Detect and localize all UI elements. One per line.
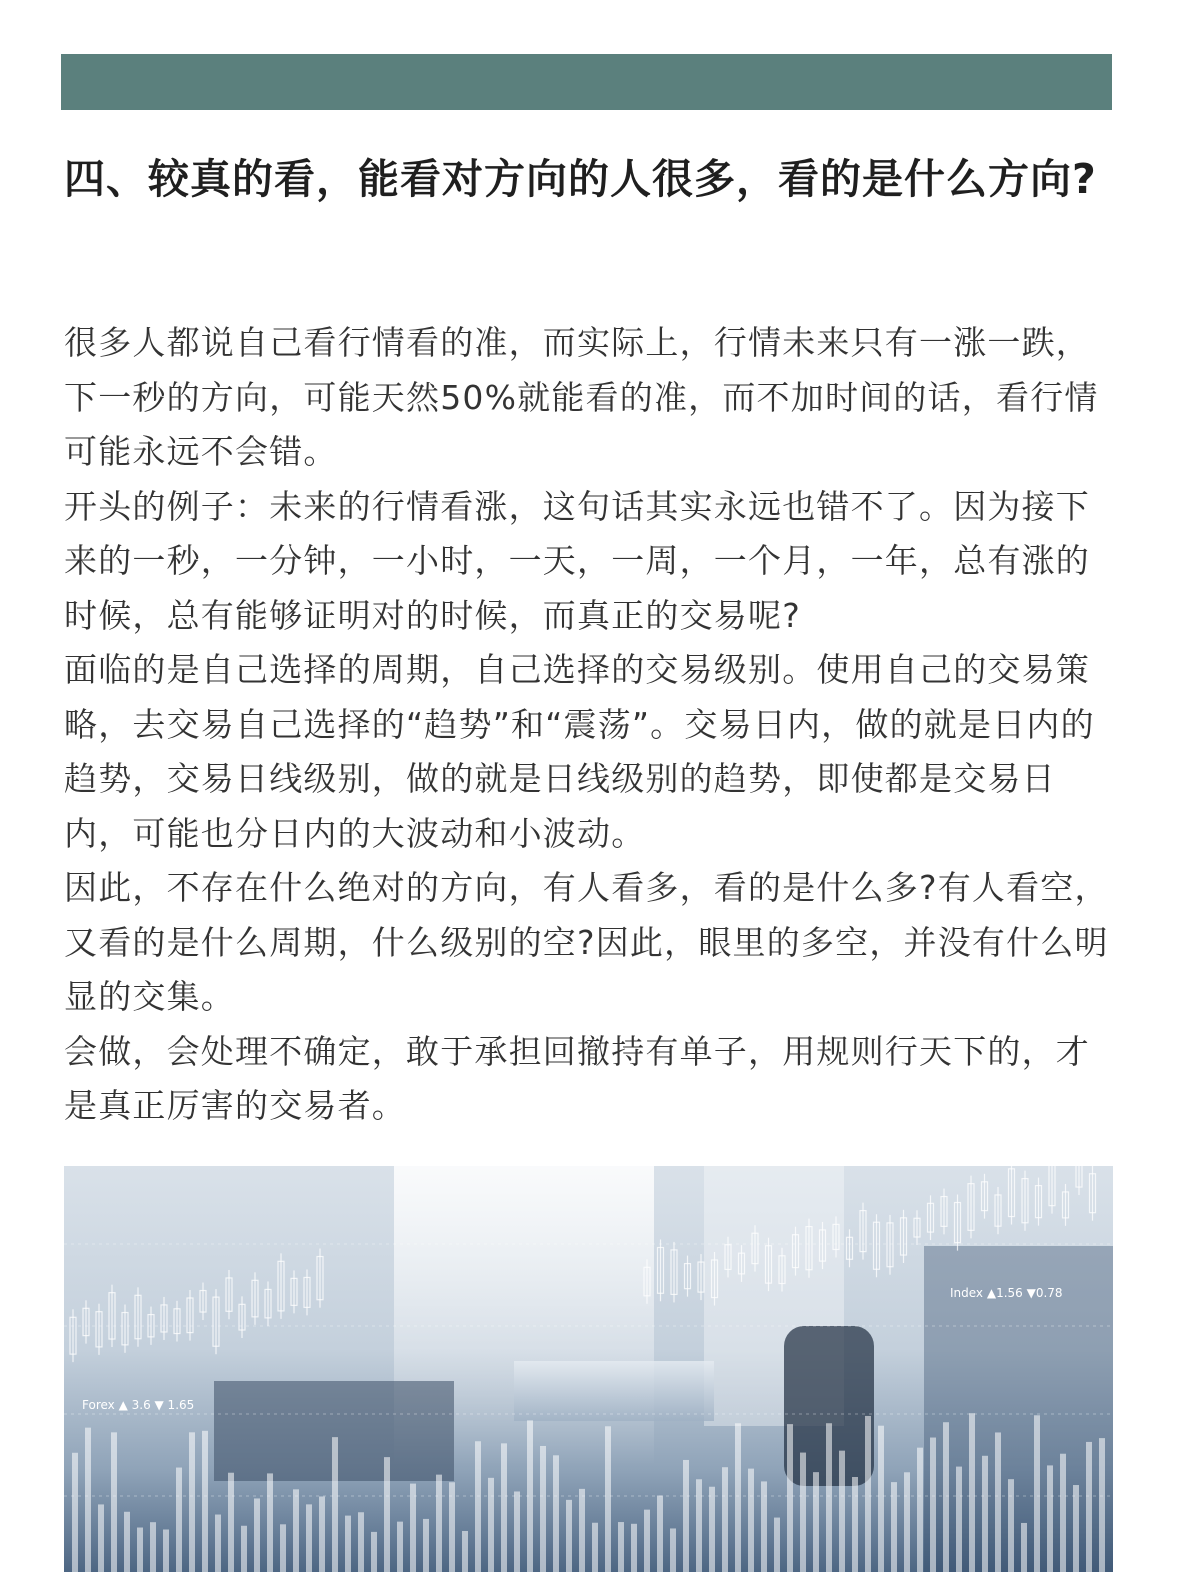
volume-bar [969, 1413, 975, 1572]
volume-bar [982, 1456, 988, 1572]
volume-bar [644, 1510, 650, 1572]
volume-bar [735, 1423, 741, 1572]
volume-bar [371, 1532, 377, 1572]
paragraph-3: 面临的是自己选择的周期，自己选择的交易级别。使用自己的交易策略，去交易自己选择的“趋势”和“震荡”。交易日内，做的就是日内的趋势，交易日线级别，做的就是日线级别的趋势，即使都是交易日内，可能也分日内的大波动和小波动。 [64, 650, 1095, 853]
volume-bar [397, 1522, 403, 1572]
paragraph-1: 很多人都说自己看行情看的准，而实际上，行情未来只有一涨一跌，下一秒的方向，可能天然50%就能看的准，而不加时间的话，看行情可能永远不会错。 [64, 323, 1099, 471]
volume-bar [657, 1496, 663, 1572]
volume-bar [826, 1423, 832, 1572]
volume-bar [215, 1515, 221, 1572]
volume-bar [631, 1524, 637, 1572]
paragraph-4: 因此，不存在什么绝对的方向，有人看多，看的是什么多?有人看空，又看的是什么周期，什么级别的空?因此，眼里的多空，并没有什么明显的交集。 [64, 868, 1109, 1016]
volume-bar [956, 1467, 962, 1572]
volume-bar [670, 1528, 676, 1572]
volume-bar [202, 1431, 208, 1572]
volume-bar [462, 1531, 468, 1572]
index-ticker: Index ▲1.56 ▼0.78 [950, 1286, 1063, 1300]
desk-shape [514, 1361, 714, 1421]
volume-bar [1099, 1438, 1105, 1572]
volume-bar [98, 1504, 104, 1572]
volume-bar [1047, 1465, 1053, 1572]
volume-bar [904, 1472, 910, 1572]
volume-bar [553, 1455, 559, 1572]
section-heading: 四、较真的看，能看对方向的人很多，看的是什么方向? [64, 155, 1097, 203]
volume-bar [501, 1443, 507, 1572]
volume-bar [228, 1473, 234, 1572]
volume-bar [813, 1472, 819, 1572]
volume-bar [254, 1498, 260, 1572]
volume-bar [124, 1512, 130, 1572]
volume-bar [1021, 1523, 1027, 1572]
volume-bar [267, 1473, 273, 1572]
volume-bar [410, 1484, 416, 1572]
volume-bar [1060, 1454, 1066, 1572]
volume-bar [436, 1475, 442, 1572]
volume-bar [592, 1523, 598, 1572]
volume-bar [293, 1489, 299, 1572]
volume-bar [345, 1516, 351, 1572]
volume-bar [917, 1448, 923, 1572]
volume-bar [111, 1432, 117, 1572]
volume-bar [358, 1512, 364, 1572]
volume-bar [748, 1469, 754, 1572]
volume-bar [579, 1489, 585, 1572]
volume-bar [696, 1479, 702, 1572]
volume-bar [449, 1482, 455, 1572]
volume-bar [137, 1528, 143, 1572]
volume-bar [150, 1522, 156, 1572]
forex-ticker: Forex ▲ 3.6 ▼ 1.65 [82, 1398, 195, 1412]
volume-bar [306, 1504, 312, 1572]
article-body [64, 316, 1124, 1134]
paragraph-2: 开头的例子：未来的行情看涨，这句话其实永远也错不了。因为接下来的一秒，一分钟，一小时，一天，一周，一个月，一年，总有涨的时候，总有能够证明对的时候，而真正的交易呢? [64, 486, 1090, 635]
volume-bar [1073, 1485, 1079, 1572]
volume-bar [1008, 1479, 1014, 1572]
volume-bar [839, 1451, 845, 1572]
photo-illustration [64, 1166, 1113, 1572]
volume-bar [852, 1477, 858, 1572]
volume-bar [995, 1432, 1001, 1572]
volume-bar [384, 1457, 390, 1572]
finance-office-photo [64, 1166, 1113, 1572]
volume-bar [527, 1420, 533, 1572]
volume-bar [540, 1446, 546, 1572]
volume-bar [423, 1519, 429, 1572]
volume-bar [280, 1524, 286, 1572]
volume-bar [878, 1426, 884, 1572]
volume-bar [943, 1422, 949, 1572]
volume-bar [1086, 1442, 1092, 1572]
volume-bar [163, 1529, 169, 1572]
volume-bar [176, 1468, 182, 1572]
volume-bar [605, 1426, 611, 1572]
volume-bar [865, 1416, 871, 1572]
volume-bar [189, 1432, 195, 1572]
volume-bar [774, 1518, 780, 1572]
volume-bar [722, 1467, 728, 1572]
volume-bar [709, 1487, 715, 1572]
volume-bar [891, 1482, 897, 1572]
volume-bar [787, 1424, 793, 1572]
volume-bar [85, 1428, 91, 1572]
volume-bar [332, 1437, 338, 1572]
volume-bar [475, 1441, 481, 1572]
volume-bar [566, 1500, 572, 1572]
volume-bar [488, 1478, 494, 1572]
volume-bar [319, 1496, 325, 1572]
header-banner [61, 54, 1112, 110]
volume-bar [761, 1481, 767, 1572]
volume-bar [930, 1438, 936, 1572]
volume-bar [800, 1453, 806, 1572]
volume-bar [618, 1522, 624, 1572]
paragraph-5: 会做，会处理不确定，敢于承担回撤持有单子，用规则行天下的，才是真正厉害的交易者。 [64, 1031, 1090, 1125]
volume-bar [241, 1526, 247, 1572]
volume-bar [683, 1460, 689, 1572]
volume-bar [514, 1491, 520, 1572]
volume-bar [72, 1453, 78, 1572]
volume-bar [1034, 1415, 1040, 1572]
